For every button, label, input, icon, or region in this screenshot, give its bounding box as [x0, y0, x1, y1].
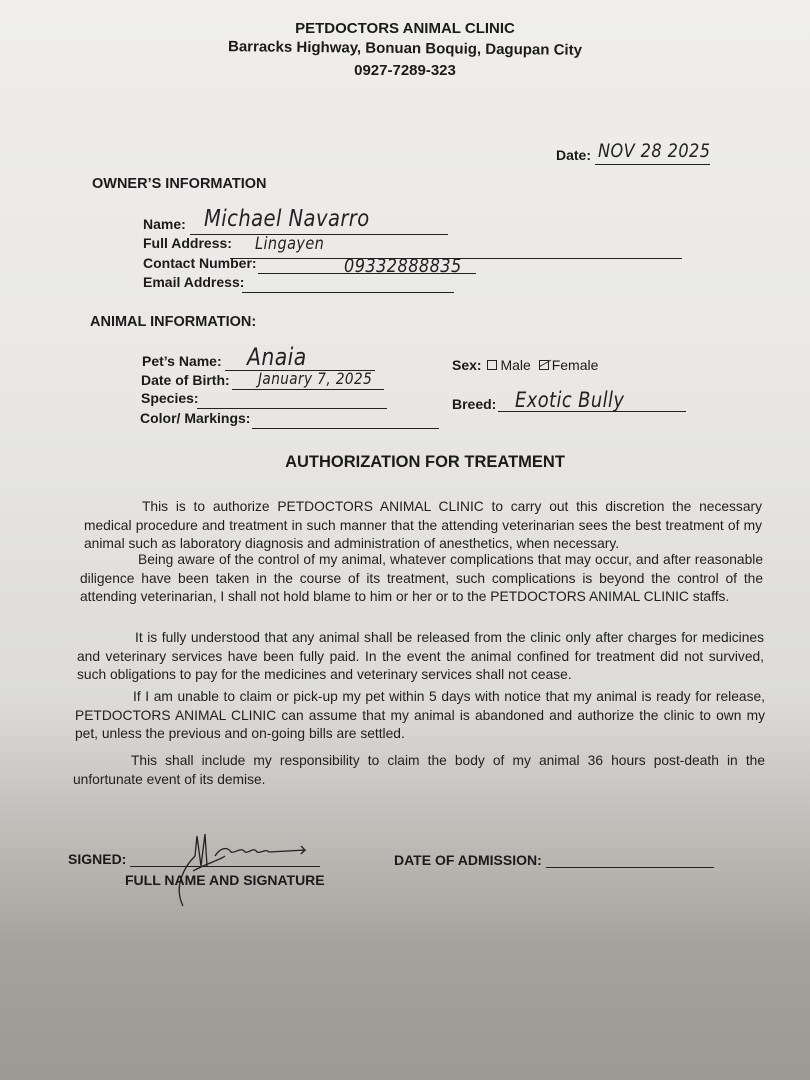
breed-label: Breed:: [452, 396, 497, 412]
authorization-title: AUTHORIZATION FOR TREATMENT: [285, 453, 565, 471]
pet-name-value[interactable]: Anaia: [247, 343, 307, 371]
color-markings-line[interactable]: [252, 428, 439, 429]
paragraph-text: This is to authorize PETDOCTORS ANIMAL CLINIC to carry out this discretion the necessary medical procedure and treatment in such manner that the attending veterinarian sees the best treatment of my animal such as laboratory diagnosis and administration of anesthetics, when necessary.: [84, 499, 762, 551]
clinic-name: PETDOCTORS ANIMAL CLINIC: [295, 20, 515, 37]
owner-email-label: Email Address:: [143, 274, 245, 290]
owner-contact-label: Contact Number:: [143, 255, 257, 271]
sex-field: [452, 357, 598, 373]
owner-info-heading: OWNER’S INFORMATION: [92, 176, 267, 192]
authorization-paragraph-3: [77, 629, 764, 685]
color-markings-label: Color/ Markings:: [140, 410, 251, 426]
sex-label: Sex:: [452, 357, 482, 373]
signature-stroke: [179, 834, 305, 906]
paragraph-text: Being aware of the control of my animal, whatever complications that may occur, and after reasonable diligence have been taken in the course of its treatment, such complications is beyond the control of the attending veterinarian, I shall not hold blame to him or her or to the PETDOCTORS ANIMAL CLINIC staffs.: [80, 552, 763, 604]
owner-name-label: Name:: [143, 216, 186, 232]
date-field-line[interactable]: [595, 164, 710, 165]
female-checkbox-checked[interactable]: [539, 360, 549, 370]
dob-line[interactable]: [232, 389, 384, 390]
female-option-label: Female: [551, 357, 599, 373]
date-of-admission-label: DATE OF ADMISSION:: [394, 852, 542, 868]
date-value[interactable]: NOV 28 2025: [598, 140, 711, 162]
signature-caption: FULL NAME AND SIGNATURE: [125, 872, 325, 888]
paragraph-text: This shall include my responsibility to claim the body of my animal 36 hours post-death in the unfortunate event of its demise.: [73, 753, 765, 787]
dob-value[interactable]: January 7, 2025: [258, 369, 373, 388]
paragraph-text: It is fully understood that any animal shall be released from the clinic only after charges for medicines and veterinary services have been fully paid. In the event the animal confined for treatment did not survived, such obligations to pay for the medicines and veterinary services shall not cease.: [77, 630, 764, 682]
signature-drawing: [165, 826, 315, 912]
owner-contact-value[interactable]: 09332888835: [344, 255, 462, 277]
signed-label: SIGNED:: [68, 851, 127, 867]
authorization-paragraph-2: [80, 551, 763, 607]
authorization-paragraph-1: [84, 498, 762, 554]
dob-label: Date of Birth:: [141, 372, 230, 388]
owner-address-label: Full Address:: [143, 235, 232, 251]
owner-email-line[interactable]: [242, 292, 454, 293]
authorization-paragraph-4: [75, 688, 765, 744]
date-of-admission-line[interactable]: [546, 867, 714, 868]
animal-info-heading: ANIMAL INFORMATION:: [90, 314, 257, 330]
species-line[interactable]: [197, 408, 387, 409]
pet-name-label: Pet’s Name:: [142, 353, 222, 369]
male-checkbox[interactable]: [487, 360, 497, 370]
breed-value[interactable]: Exotic Bully: [515, 388, 625, 412]
species-label: Species:: [141, 390, 199, 406]
authorization-paragraph-5: [73, 752, 765, 789]
owner-name-value[interactable]: Michael Navarro: [204, 206, 370, 232]
clinic-address: Barracks Highway, Bonuan Boquig, Dagupan City: [227, 38, 583, 59]
paragraph-text: If I am unable to claim or pick-up my pet within 5 days with notice that my animal is ready for release, PETDOCTORS ANIMAL CLINIC can assume that my animal is abandoned and authorize the clinic to own my pet, unless the previous and on-going bills are settled.: [75, 689, 765, 741]
owner-address-value[interactable]: Lingayen: [255, 234, 325, 254]
male-option-label: Male: [500, 357, 531, 373]
check-mark-icon: [538, 360, 551, 368]
date-label: Date:: [556, 147, 592, 163]
clinic-phone: 0927-7289-323: [354, 62, 456, 79]
